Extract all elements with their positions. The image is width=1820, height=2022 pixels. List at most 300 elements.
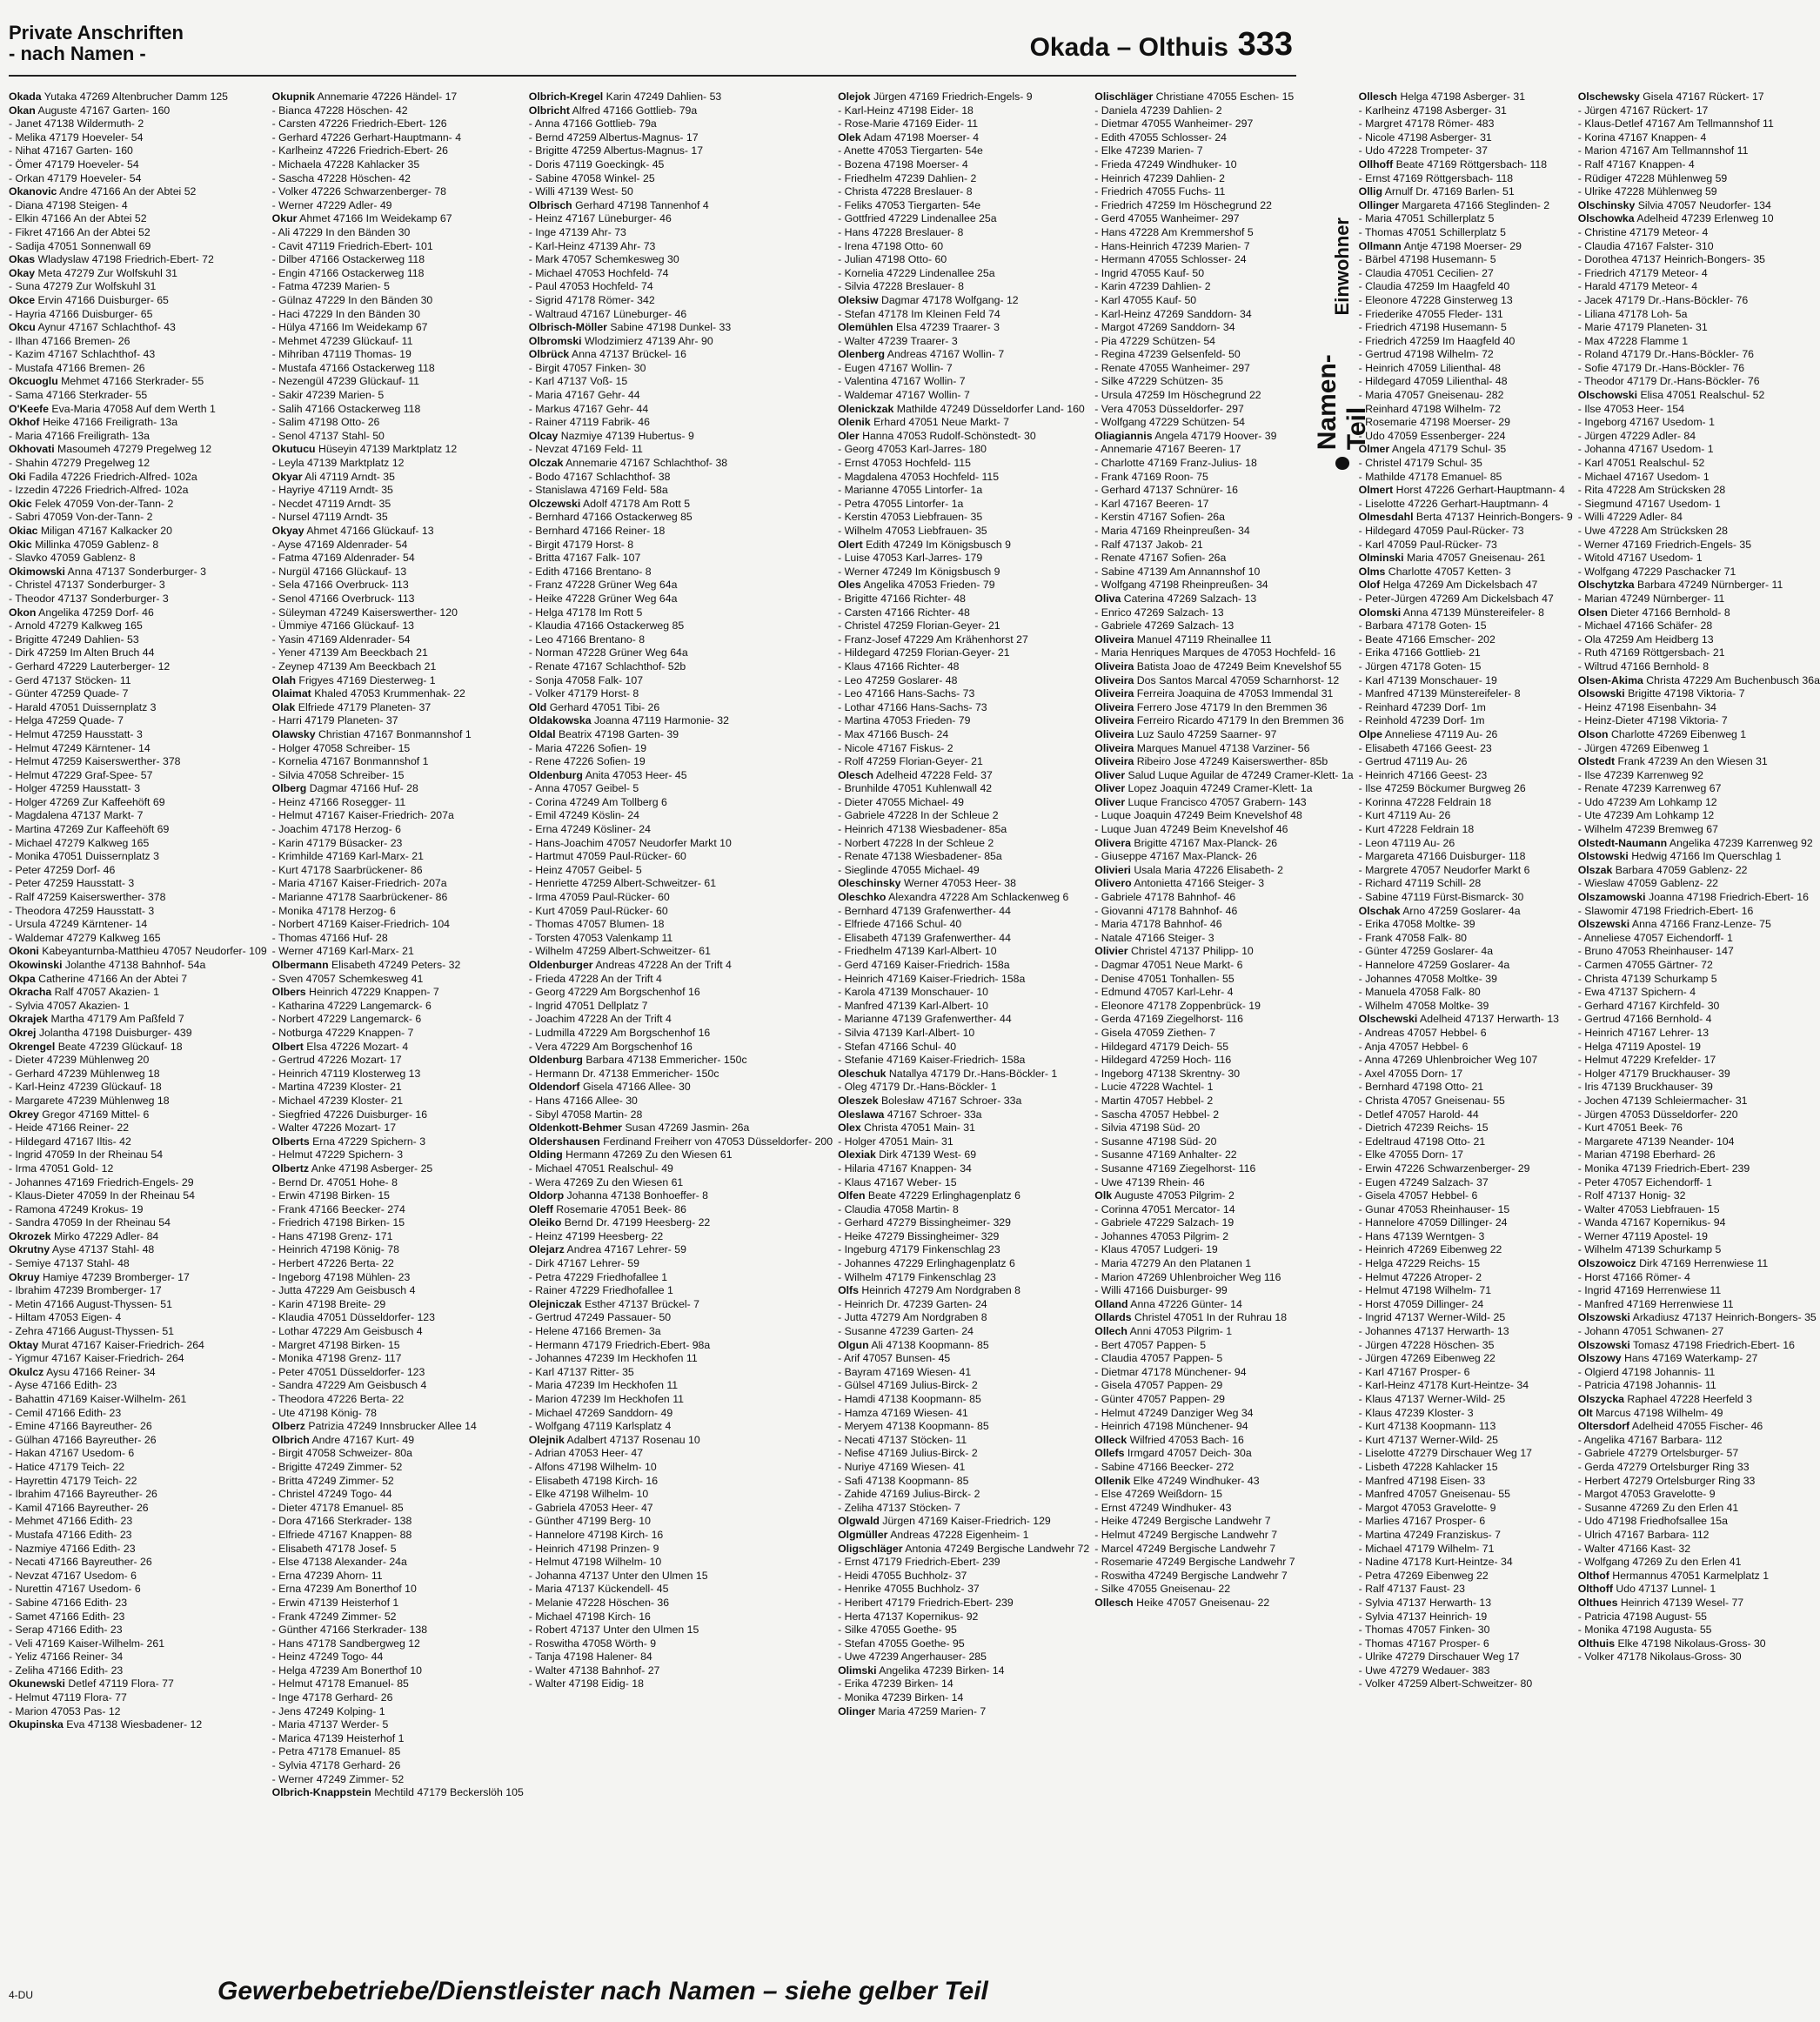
directory-entry: - Elke 47055 Dorn- 17	[1358, 1148, 1463, 1162]
directory-entry: Olivero Antonietta 47166 Steiger- 3	[1094, 877, 1265, 890]
directory-entry: - Renate 47239 Karrenweg 67	[1577, 782, 1722, 795]
directory-entry: - Christel 47259 Florian-Geyer- 21	[838, 619, 1000, 633]
directory-entry: - Hatice 47179 Teich- 22	[9, 1460, 125, 1473]
directory-entry: Olenik Erhard 47051 Neue Markt- 7	[838, 416, 1009, 429]
directory-entry: - Süleyman 47249 Kaiserswerther- 120	[271, 606, 458, 619]
directory-entry: Olomski Anna 47139 Münstereifeler- 8	[1358, 606, 1544, 619]
directory-entry: - Johanna 47137 Unter den Ulmen 15	[528, 1569, 708, 1582]
directory-entry: - Gabriele 47229 Salzach- 19	[1094, 1216, 1235, 1229]
directory-entry: - Norbert 47228 In der Schleue 2	[838, 836, 994, 849]
directory-entry: - Lisbeth 47228 Kahlacker 15	[1358, 1460, 1498, 1473]
directory-entry: - Walter 47198 Eidig- 18	[528, 1677, 644, 1691]
directory-entry: - Silvia 47058 Schreiber- 15	[271, 768, 405, 781]
directory-entry: - Gabriele 47269 Salzach- 13	[1094, 619, 1235, 633]
directory-entry: Olberg Dagmar 47166 Huf- 28	[271, 782, 418, 795]
directory-entry: - Sascha 47228 Höschen- 42	[271, 171, 411, 184]
directory-entry: Olminski Maria 47057 Gneisenau- 261	[1358, 552, 1546, 565]
directory-entry: Oltersdorf Adelheid 47055 Fischer- 46	[1577, 1420, 1763, 1433]
directory-entry: - Klaus 47239 Kloster- 3	[1358, 1406, 1474, 1419]
directory-entry: - Carsten 47226 Friedrich-Ebert- 126	[271, 117, 447, 131]
directory-entry: - Reinhold 47239 Dorf- 1m	[1358, 714, 1485, 727]
directory-entry: Olberts Erna 47229 Spichern- 3	[271, 1135, 426, 1148]
directory-entry: - Suna 47279 Zur Wolfskuhl 31	[9, 280, 157, 293]
directory-entry: - Klaus 47166 Richter- 48	[838, 659, 960, 673]
directory-entry: - Torsten 47053 Valenkamp 11	[528, 931, 673, 944]
directory-entry: - Ernst 47169 Röttgersbach- 118	[1358, 171, 1514, 184]
directory-entry: - Hayrettin 47179 Teich- 22	[9, 1474, 137, 1487]
directory-entry: - Manuela 47058 Falk- 80	[1358, 986, 1481, 999]
directory-entry: - Marica 47139 Heisterhof 1	[271, 1731, 405, 1744]
directory-entry: Okrey Gregor 47169 Mittel- 6	[9, 1108, 150, 1121]
directory-entry: - Max 47228 Flamme 1	[1577, 334, 1689, 347]
directory-entry: - Heinz 47198 Eisenbahn- 34	[1577, 700, 1716, 713]
directory-entry: - Ute 47198 König- 78	[271, 1406, 377, 1419]
directory-entry: - Yeliz 47166 Reiner- 34	[9, 1650, 124, 1664]
directory-entry: - Wilhelm 47179 Finkenschlag 23	[838, 1270, 996, 1283]
directory-entry: Olesch Adelheid 47228 Feld- 37	[838, 768, 993, 781]
directory-entry: Olgmüller Andreas 47228 Eigenheim- 1	[838, 1528, 1029, 1541]
directory-entry: - Gülsel 47169 Julius-Birck- 2	[838, 1379, 978, 1392]
directory-entry: - Rüdiger 47228 Mühlenweg 59	[1577, 171, 1728, 184]
directory-entry: - Erika 47058 Moltke- 39	[1358, 918, 1475, 931]
directory-entry: - Inge 47178 Gerhard- 26	[271, 1691, 393, 1704]
directory-entry: - Yasin 47169 Aldenrader- 54	[271, 633, 411, 646]
directory-entry: - Edith 47166 Brentano- 8	[528, 565, 652, 578]
directory-entry: Olstowski Hedwig 47166 Im Querschlag 1	[1577, 850, 1782, 863]
directory-entry: - Silke 47055 Gneisenau- 22	[1094, 1583, 1231, 1596]
directory-entry: - Arnold 47279 Kalkweg 165	[9, 619, 143, 633]
directory-entry: - Elisabeth 47198 Kirch- 16	[528, 1474, 659, 1487]
directory-entry: - Hans-Joachim 47057 Neudorfer Markt 10	[528, 836, 732, 849]
directory-entry: - Corina 47249 Am Tollberg 6	[528, 795, 667, 808]
directory-entry: - Ingrid 47051 Dellplatz 7	[528, 999, 648, 1012]
directory-entry: - Hartmut 47059 Paul-Rücker- 60	[528, 850, 686, 863]
directory-entry: - Gerhard 47229 Lauterberger- 12	[9, 659, 171, 673]
directory-entry: - Hans 47166 Allee- 30	[528, 1094, 638, 1107]
directory-entry: - Ingrid 47059 In der Rheinau 54	[9, 1148, 164, 1162]
directory-entry: - Walter 47226 Mozart- 17	[271, 1121, 397, 1135]
directory-entry: - Bernhard 47198 Otto- 21	[1358, 1081, 1484, 1094]
directory-entry: - Gertrud 47249 Passauer- 50	[528, 1311, 672, 1324]
directory-entry: - Jens 47249 Kolping- 1	[271, 1704, 385, 1717]
page-header	[0, 0, 1376, 71]
directory-entry: - Udo 47198 Friedhofsallee 15a	[1577, 1515, 1728, 1528]
directory-entry: Oldenkott-Behmer Susan 47269 Jasmin- 26a	[528, 1121, 750, 1135]
directory-entry: - Friedrich 47259 Im Höschegrund 22	[1094, 198, 1272, 211]
directory-entry: - Karl 47167 Prosper- 6	[1358, 1365, 1470, 1378]
directory-entry: - Herbert 47279 Ortelsburger Ring 33	[1577, 1474, 1756, 1487]
directory-entry: - Barbara 47178 Goten- 15	[1358, 619, 1487, 633]
directory-entry: Okrengel Beate 47239 Glückauf- 18	[9, 1040, 183, 1053]
directory-entry: - Roland 47179 Dr.-Hans-Böckler- 76	[1577, 348, 1754, 361]
directory-entry: Ollig Arnulf Dr. 47169 Barlen- 51	[1358, 185, 1515, 198]
directory-entry: - Samet 47166 Edith- 23	[9, 1610, 125, 1623]
directory-entry: Oldal Beatrix 47198 Garten- 39	[528, 727, 679, 740]
directory-entry: Ollhoff Beate 47169 Röttgersbach- 118	[1358, 157, 1548, 171]
directory-entry: - Friedrich 47198 Birken- 15	[271, 1216, 405, 1229]
directory-entry: Okupinska Eva 47138 Wiesbadener- 12	[9, 1718, 203, 1731]
directory-entry: - Wolfgang 47119 Karlsplatz 4	[528, 1420, 672, 1433]
directory-entry: Olexiak Dirk 47139 West- 69	[838, 1148, 977, 1162]
directory-entry: - Stefanie 47169 Kaiser-Friedrich- 158a	[838, 1054, 1026, 1067]
directory-entry: - Regina 47239 Gelsenfeld- 50	[1094, 348, 1241, 361]
directory-entry: - Stefan 47166 Schul- 40	[838, 1040, 957, 1053]
directory-entry: - Marcel 47249 Bergische Landwehr 7	[1094, 1542, 1276, 1555]
directory-entry: - Gerd 47169 Kaiser-Friedrich- 158a	[838, 959, 1010, 971]
directory-entry: Oldenburg Barbara 47138 Emmericher- 150c	[528, 1054, 747, 1067]
directory-entry: - Mehmet 47166 Edith- 23	[9, 1515, 133, 1528]
directory-entry: - Horst 47059 Dillinger- 24	[1358, 1297, 1484, 1310]
directory-entry: - Anneliese 47057 Eichendorff- 1	[1577, 931, 1733, 944]
directory-entry: - Nihat 47167 Garten- 160	[9, 144, 133, 157]
directory-entry: - Ralf 47259 Kaiserswerther- 378	[9, 891, 166, 904]
directory-entry: - Dora 47166 Sterkrader- 138	[271, 1515, 412, 1528]
directory-entry: - Peter 47051 Düsseldorfer- 123	[271, 1365, 425, 1378]
directory-entry: Olemühlen Elsa 47239 Traarer- 3	[838, 321, 1000, 334]
directory-entry: - Christine 47179 Meteor- 4	[1577, 225, 1709, 238]
footer-banner: Gewerbebetriebe/Dienstleister nach Namen – siehe gelber Teil	[217, 1977, 988, 2005]
directory-entry: - Heinrich 47198 König- 78	[271, 1243, 399, 1256]
directory-entry: - Semiye 47137 Stahl- 48	[9, 1257, 130, 1270]
directory-entry: - Anette 47053 Tiergarten- 54e	[838, 144, 983, 157]
directory-entry: - Anna 47057 Geibel- 5	[528, 782, 639, 795]
directory-entry: - Sylvia 47137 Heinrich- 19	[1358, 1610, 1488, 1623]
directory-entry: - Siegfried 47226 Duisburger- 16	[271, 1108, 428, 1121]
directory-entry: - Manfred 47198 Eisen- 33	[1358, 1474, 1486, 1487]
directory-entry: Olschak Arno 47259 Goslarer- 4a	[1358, 904, 1521, 917]
directory-entry: - Johannes 47058 Moltke- 39	[1358, 972, 1497, 985]
directory-entry: - Nursel 47119 Arndt- 35	[271, 511, 388, 524]
directory-entry: Olberz Patrizia 47249 Innsbrucker Allee 14	[271, 1420, 477, 1433]
directory-entry: - Mihriban 47119 Thomas- 19	[271, 348, 412, 361]
directory-entry: Olenberg Andreas 47167 Wollin- 7	[838, 348, 1005, 361]
directory-entry: - Ernst 47179 Friedrich-Ebert- 239	[838, 1556, 1000, 1569]
directory-entry: - Elisabeth 47166 Geest- 23	[1358, 741, 1492, 754]
directory-entry: - Eugen 47249 Salzach- 37	[1358, 1175, 1489, 1188]
directory-entry: - Richard 47119 Schill- 28	[1358, 877, 1482, 890]
directory-entry: - Kurt 47051 Beek- 76	[1577, 1121, 1683, 1135]
directory-entry: - Erwin 47226 Schwarzenberger- 29	[1358, 1162, 1530, 1175]
directory-entry: - Waldemar 47279 Kalkweg 165	[9, 931, 161, 944]
directory-entry: - Korina 47167 Knappen- 4	[1577, 131, 1707, 144]
directory-entry: - Gabriele 47228 In der Schleue 2	[838, 809, 999, 822]
directory-entry: - Sabine 47166 Edith- 23	[9, 1596, 128, 1609]
directory-entry: Olk Auguste 47053 Pilgrim- 2	[1094, 1189, 1235, 1202]
directory-entry: - Peter 47259 Hausstatt- 3	[9, 877, 135, 890]
directory-entry: Okyar Ali 47119 Arndt- 35	[271, 470, 395, 483]
directory-entry: - Johannes 47169 Friedrich-Engels- 29	[9, 1175, 194, 1188]
directory-entry: - Marion 47269 Uhlenbroicher Weg 116	[1094, 1270, 1281, 1283]
directory-entry: - Stefan 47178 Im Kleinen Feld 74	[838, 307, 1000, 320]
directory-entry: - Ewa 47137 Spichern- 4	[1577, 986, 1696, 999]
directory-entry: - Erna 47249 Kösliner- 24	[528, 823, 651, 836]
directory-entry: - Luque Joaquin 47249 Beim Knevelshof 48	[1094, 809, 1302, 822]
directory-entry: - Heinz 47249 Togo- 44	[271, 1650, 384, 1664]
column-4	[838, 90, 1089, 1952]
directory-entry: - Hermann 47055 Schlosser- 24	[1094, 253, 1247, 266]
directory-entry: - Friedrich 47055 Fuchs- 11	[1094, 185, 1226, 198]
directory-entry: - Reinhard 47239 Dorf- 1m	[1358, 700, 1486, 713]
directory-entry: - Dirk 47167 Lehrer- 59	[528, 1257, 639, 1270]
directory-entry: Olt Marcus 47198 Wilhelm- 49	[1577, 1406, 1723, 1419]
directory-entry: - Helmut 47259 Hausstatt- 3	[9, 727, 143, 740]
directory-entry: - Orkan 47179 Hoeveler- 54	[9, 171, 142, 184]
directory-entry: - Hannelore 47198 Kirch- 16	[528, 1528, 664, 1541]
directory-entry: Olejarz Andrea 47167 Lehrer- 59	[528, 1243, 686, 1256]
directory-entry: - Christa 47057 Gneisenau- 55	[1358, 1094, 1505, 1107]
directory-entry: - Elkin 47166 An der Abtei 52	[9, 212, 147, 225]
directory-entry: Okutucu Hüseyin 47139 Marktplatz 12	[271, 443, 458, 456]
directory-entry: - Karlheinz 47226 Friedrich-Ebert- 26	[271, 144, 448, 157]
directory-entry: - Heide 47166 Reiner- 22	[9, 1121, 130, 1135]
directory-entry: Oleschko Alexandra 47228 Am Schlackenweg 6	[838, 891, 1069, 904]
directory-entry: - Nicole 47167 Fiskus- 2	[838, 741, 953, 754]
directory-entry: - Margareta 47166 Duisburger- 118	[1358, 850, 1526, 863]
directory-entry: - Ernst 47249 Windhuker- 43	[1094, 1501, 1232, 1514]
directory-entry: - Sigrid 47178 Römer- 342	[528, 293, 655, 306]
directory-entry: - Oleg 47179 Dr.-Hans-Böckler- 1	[838, 1081, 997, 1094]
directory-entry: - Leo 47166 Hans-Sachs- 73	[838, 687, 975, 700]
directory-entry: - Eleonore 47228 Ginsterweg 13	[1358, 293, 1513, 306]
directory-entry: - Gülnaz 47229 In den Bänden 30	[271, 293, 433, 306]
directory-entry: - Heinz 47199 Heesberg- 22	[528, 1229, 664, 1242]
directory-entry: - Emine 47166 Bayreuther- 26	[9, 1420, 152, 1433]
directory-entry: - Klaus 47137 Werner-Wild- 25	[1358, 1393, 1506, 1405]
directory-entry: Okimowski Anna 47137 Sonderburger- 3	[9, 565, 206, 578]
directory-entry: - Michael 47239 Kloster- 21	[271, 1094, 404, 1107]
directory-entry: - Heinrich 47239 Dahlien- 2	[1094, 171, 1225, 184]
directory-entry: - Leyla 47139 Marktplatz 12	[271, 457, 405, 470]
directory-entry: - Ingrid 47169 Herrenwiese 11	[1577, 1284, 1722, 1297]
directory-entry: - Stanislawa 47169 Feld- 58a	[528, 484, 668, 497]
directory-entry: Olbrich-Kregel Karin 47249 Dahlien- 53	[528, 90, 722, 103]
directory-entry: - Klaus 47057 Ludgeri- 19	[1094, 1243, 1218, 1256]
directory-entry: Oliveira Ferreira Joaquina de 47053 Immendal 31	[1094, 687, 1334, 700]
directory-entry: - Safi 47138 Koopmann- 85	[838, 1474, 969, 1487]
directory-entry: - Denise 47051 Tonhallen- 55	[1094, 972, 1235, 985]
directory-entry: - Cavit 47119 Friedrich-Ebert- 101	[271, 239, 433, 252]
directory-entry: - Christa 47228 Breslauer- 8	[838, 185, 973, 198]
directory-entry: - Hiltam 47053 Eigen- 4	[9, 1311, 122, 1324]
directory-entry: Okunewski Detlef 47119 Flora- 77	[9, 1677, 174, 1691]
directory-entry: - Bozena 47198 Moerser- 4	[838, 157, 968, 171]
directory-entry: Okcuoglu Mehmet 47166 Sterkrader- 55	[9, 375, 204, 388]
directory-entry: - Hayria 47166 Duisburger- 65	[9, 307, 153, 320]
directory-entry: Oles Angelika 47053 Frieden- 79	[838, 579, 995, 592]
directory-entry: - Edith 47055 Schlosser- 24	[1094, 131, 1227, 144]
directory-entry: Olbrisch-Möller Sabine 47198 Dunkel- 33	[528, 321, 732, 334]
directory-entry: - Margot 47053 Gravelotte- 9	[1358, 1501, 1496, 1514]
directory-entry: - Marianne 47139 Grafenwerther- 44	[838, 1013, 1012, 1026]
directory-entry: - Claudia 47167 Falster- 310	[1577, 239, 1714, 252]
directory-entry: - Liselotte 47279 Dirschauer Weg 17	[1358, 1447, 1532, 1460]
directory-entry: - Gerhard 47239 Mühlenweg 18	[9, 1067, 160, 1080]
directory-entry: - Margarete 47239 Mühlenweg 18	[9, 1094, 170, 1107]
directory-entry: - Dorothea 47137 Heinrich-Bongers- 35	[1577, 253, 1766, 266]
directory-entry: Olszowski Tomasz 47198 Friedrich-Ebert- 16	[1577, 1338, 1795, 1351]
directory-entry: - Necati 47137 Stöcken- 11	[838, 1433, 967, 1446]
directory-entry: - Korinna 47228 Feldrain 18	[1358, 795, 1492, 808]
directory-entry: - Nurettin 47167 Usedom- 6	[9, 1583, 141, 1596]
directory-entry: - Marlies 47167 Prosper- 6	[1358, 1515, 1486, 1528]
directory-entry: Ollmann Antje 47198 Moerser- 29	[1358, 239, 1522, 252]
directory-entry: Olschowski Elisa 47051 Realschul- 52	[1577, 389, 1765, 402]
directory-entry: - Sakir 47239 Marien- 5	[271, 389, 385, 402]
directory-entry: - Ralf 47167 Knappen- 4	[1577, 157, 1695, 171]
directory-entry: - Enrico 47269 Salzach- 13	[1094, 606, 1224, 619]
directory-entry: Olbrück Anna 47137 Brückel- 16	[528, 348, 686, 361]
directory-entry: - Nevzat 47167 Usedom- 6	[9, 1569, 137, 1582]
directory-entry: - Elke 47239 Marien- 7	[1094, 144, 1203, 157]
directory-entry: - Michaela 47228 Kahlacker 35	[271, 157, 420, 171]
directory-entry: Olschinsky Silvia 47057 Neudorfer- 134	[1577, 198, 1771, 211]
directory-entry: - Rosemarie 47249 Bergische Landwehr 7	[1094, 1556, 1295, 1569]
directory-entry: - Sabine 47058 Winkel- 25	[528, 171, 655, 184]
directory-entry: - Heinrich 47269 Eibenweg 22	[1358, 1243, 1502, 1256]
directory-entry: Okiac Miligan 47167 Kalkacker 20	[9, 525, 172, 537]
section-title-line1: Private Anschriften	[9, 22, 184, 44]
directory-entry: - Maria 47239 Im Heckhofen 11	[528, 1379, 679, 1392]
directory-entry: - Yener 47139 Am Beeckbach 21	[271, 646, 428, 659]
directory-entry: - Patricia 47198 August- 55	[1577, 1610, 1708, 1623]
directory-entry: - Adrian 47053 Heer- 47	[528, 1447, 644, 1460]
directory-entry: - Dieter 47239 Mühlenweg 20	[9, 1054, 150, 1067]
directory-entry: Okanovic Andre 47166 An der Abtei 52	[9, 185, 197, 198]
directory-entry: - Nazmiye 47166 Edith- 23	[9, 1542, 136, 1555]
directory-entry: Okon Angelika 47259 Dorf- 46	[9, 606, 154, 619]
directory-entry: - Werner 47169 Karl-Marx- 21	[271, 945, 414, 958]
directory-entry: - Michael 47269 Sanddorn- 49	[528, 1406, 673, 1419]
directory-entry: - Dietrich 47239 Reichs- 15	[1358, 1121, 1489, 1135]
column-1	[9, 90, 267, 1952]
directory-entry: Oliagiannis Angela 47179 Hoover- 39	[1094, 429, 1277, 442]
directory-entry: - Günter 47057 Pappen- 29	[1094, 1393, 1225, 1405]
directory-entry: - Helmut 47178 Emanuel- 85	[271, 1677, 409, 1691]
directory-entry: - Sascha 47057 Hebbel- 2	[1094, 1108, 1220, 1121]
directory-entry: - Manfred 47057 Gneisenau- 55	[1358, 1488, 1510, 1501]
directory-entry: - Nezengül 47239 Glückauf- 11	[271, 375, 419, 388]
directory-entry: Oldenburg Anita 47053 Heer- 45	[528, 768, 687, 781]
directory-entry: - Gülhan 47166 Bayreuther- 26	[9, 1433, 157, 1446]
directory-entry: - Patricia 47198 Johannis- 11	[1577, 1379, 1716, 1392]
directory-entry: - Willi 47229 Adler- 84	[1577, 511, 1683, 524]
directory-entry: - Renate 47055 Wanheimer- 297	[1094, 361, 1250, 374]
directory-entry: - Gabriele 47279 Ortelsburger- 57	[1577, 1447, 1739, 1460]
directory-entry: - Luque Juan 47249 Beim Knevelshof 46	[1094, 823, 1288, 836]
directory-entry: - Silvia 47198 Süd- 20	[1094, 1121, 1201, 1135]
directory-entry: - Ingeburg 47179 Finkenschlag 23	[838, 1243, 1000, 1256]
directory-entry: - Günter 47259 Goslarer- 4a	[1358, 945, 1494, 958]
section-title-line2: - nach Namen -	[9, 43, 146, 64]
directory-entry: - Gisela 47059 Ziethen- 7	[1094, 1026, 1216, 1039]
directory-entry: - Bert 47057 Pappen- 5	[1094, 1338, 1207, 1351]
directory-entry: - Gerda 47169 Ziegelhorst- 116	[1094, 1013, 1243, 1026]
directory-entry: - Ralf 47137 Jakob- 21	[1094, 538, 1203, 551]
directory-entry: - Ilhan 47166 Bremen- 26	[9, 334, 130, 347]
directory-entry: Olbers Heinrich 47229 Knappen- 7	[271, 986, 439, 999]
directory-entry: - Margot 47269 Sanddorn- 34	[1094, 321, 1235, 334]
directory-entry: - Monika 47139 Friedrich-Ebert- 239	[1577, 1162, 1750, 1175]
directory-entry: - Heinrich 47166 Geest- 23	[1358, 768, 1488, 781]
directory-entry: - Stefan 47055 Goethe- 95	[838, 1637, 965, 1650]
directory-entry: - Holger 47269 Zur Kaffeehöft 69	[9, 795, 165, 808]
directory-entry: - Maria 47226 Sofien- 19	[528, 741, 647, 754]
directory-entry: - Heinrich 47198 Münchener- 94	[1094, 1420, 1248, 1433]
directory-entry: - Heike 47249 Bergische Landwehr 7	[1094, 1515, 1271, 1528]
directory-entry: - Natale 47166 Steiger- 3	[1094, 931, 1214, 944]
directory-entry: Olejniczak Esther 47137 Brückel- 7	[528, 1297, 699, 1310]
directory-entry: - Brigitte 47249 Zimmer- 52	[271, 1460, 403, 1473]
directory-entry: - Marian 47198 Eberhard- 26	[1577, 1148, 1716, 1162]
directory-entry: - Sela 47166 Overbruck- 113	[271, 579, 409, 592]
directory-entry: - Tanja 47198 Halener- 84	[528, 1650, 652, 1664]
directory-entry: Oliveira Batista Joao de 47249 Beim Knevelshof 55	[1094, 659, 1342, 673]
directory-entry: Olivera Brigitte 47167 Max-Planck- 26	[1094, 836, 1278, 849]
directory-entry: - Elisabeth 47178 Josef- 5	[271, 1542, 397, 1555]
directory-entry: - Helga 47239 Am Bonerthof 10	[271, 1664, 422, 1677]
directory-entry: Olszowoicz Dirk 47169 Herrenwiese 11	[1577, 1257, 1769, 1270]
directory-entry: - Mustafa 47166 Ostackerweg 118	[271, 361, 435, 374]
directory-entry: - Holger 47051 Main- 31	[838, 1135, 953, 1148]
directory-entry: - Helmut 47167 Kaiser-Friedrich- 207a	[271, 809, 454, 822]
directory-entry: - Helga 47229 Reichs- 15	[1358, 1257, 1481, 1270]
directory-entry: Olschewski Adelheid 47137 Herwarth- 13	[1358, 1013, 1559, 1026]
directory-entry: Oldershausen Ferdinand Freiherr von 47053 Düsseldorfer- 200	[528, 1135, 833, 1148]
directory-entry: - Maria 47178 Bahnhof- 46	[1094, 918, 1222, 931]
directory-entry: Olczewski Adolf 47178 Am Rott 5	[528, 497, 691, 510]
directory-entry: - Sonja 47058 Falk- 107	[528, 673, 644, 686]
directory-entry: Okcu Aynur 47167 Schlachthof- 43	[9, 321, 176, 334]
directory-entry: - Brigitte 47166 Richter- 48	[838, 592, 967, 605]
directory-entry: - Walter 47239 Traarer- 3	[838, 334, 958, 347]
directory-entry: - Christel 47137 Sonderburger- 3	[9, 579, 165, 592]
directory-entry: Oliveira Dos Santos Marcal 47059 Scharnhorst- 12	[1094, 673, 1340, 686]
directory-entry: - Ola 47259 Am Heidberg 13	[1577, 633, 1714, 646]
directory-entry: - Irma 47051 Gold- 12	[9, 1162, 114, 1175]
directory-entry: - Volker 47226 Schwarzenberger- 78	[271, 185, 446, 198]
directory-entry: Oliveira Ribeiro Jose 47249 Kaiserswerther- 85b	[1094, 755, 1328, 768]
directory-entry: Okulcz Aysu 47166 Reiner- 34	[9, 1365, 156, 1378]
directory-entry: - Walter 47138 Bahnhof- 27	[528, 1664, 660, 1677]
directory-entry: - Heinrich 47198 Prinzen- 9	[528, 1542, 659, 1555]
directory-entry: - Ursula 47249 Kärntener- 14	[9, 918, 148, 931]
directory-entry: - Ute 47239 Am Lohkamp 12	[1577, 809, 1715, 822]
column-6	[1359, 90, 1573, 1952]
directory-entry: - Kurt 47059 Paul-Rücker- 60	[528, 904, 668, 917]
directory-entry: - Paul 47053 Hochfeld- 74	[528, 280, 653, 293]
directory-entry: Okracha Ralf 47057 Akazien- 1	[9, 986, 159, 999]
directory-entry: Olbrich-Knappstein Mechtild 47179 Beckerslöh 105	[271, 1786, 524, 1799]
directory-entry: - Sylvia 47057 Akazien- 1	[9, 999, 130, 1012]
directory-entry: - Max 47166 Busch- 24	[838, 727, 949, 740]
directory-entry: - Peter-Jürgen 47269 Am Dickelsbach 47	[1358, 592, 1554, 605]
directory-entry: - Dietmar 47055 Wanheimer- 297	[1094, 117, 1254, 131]
directory-entry: - Nurgül 47166 Glückauf- 13	[271, 565, 407, 578]
directory-entry: - Frank 47058 Falk- 80	[1358, 931, 1468, 944]
directory-entry: - Ümmiye 47166 Glückauf- 13	[271, 619, 415, 633]
directory-entry: - Silvia 47228 Breslauer- 8	[838, 280, 964, 293]
directory-entry: - Ilse 47259 Böckumer Burgweg 26	[1358, 782, 1526, 795]
directory-entry: Olszowy Hans 47169 Waterkamp- 27	[1577, 1352, 1758, 1365]
directory-entry: Olbrich Andre 47167 Kurt- 49	[271, 1433, 415, 1446]
directory-entry: - Gisela 47057 Pappen- 29	[1094, 1379, 1223, 1392]
directory-entry: - Melika 47179 Hoeveler- 54	[9, 131, 144, 144]
directory-entry: - Ayse 47169 Aldenrader- 54	[271, 538, 408, 551]
directory-entry: - Britta 47167 Falk- 107	[528, 552, 641, 565]
directory-entry: - Ingeborg 47167 Usedom- 1	[1577, 416, 1715, 429]
directory-entry: - Birgit 47057 Finken- 30	[528, 361, 646, 374]
directory-entry: - Jürgen 47269 Eibenweg 22	[1358, 1352, 1495, 1365]
